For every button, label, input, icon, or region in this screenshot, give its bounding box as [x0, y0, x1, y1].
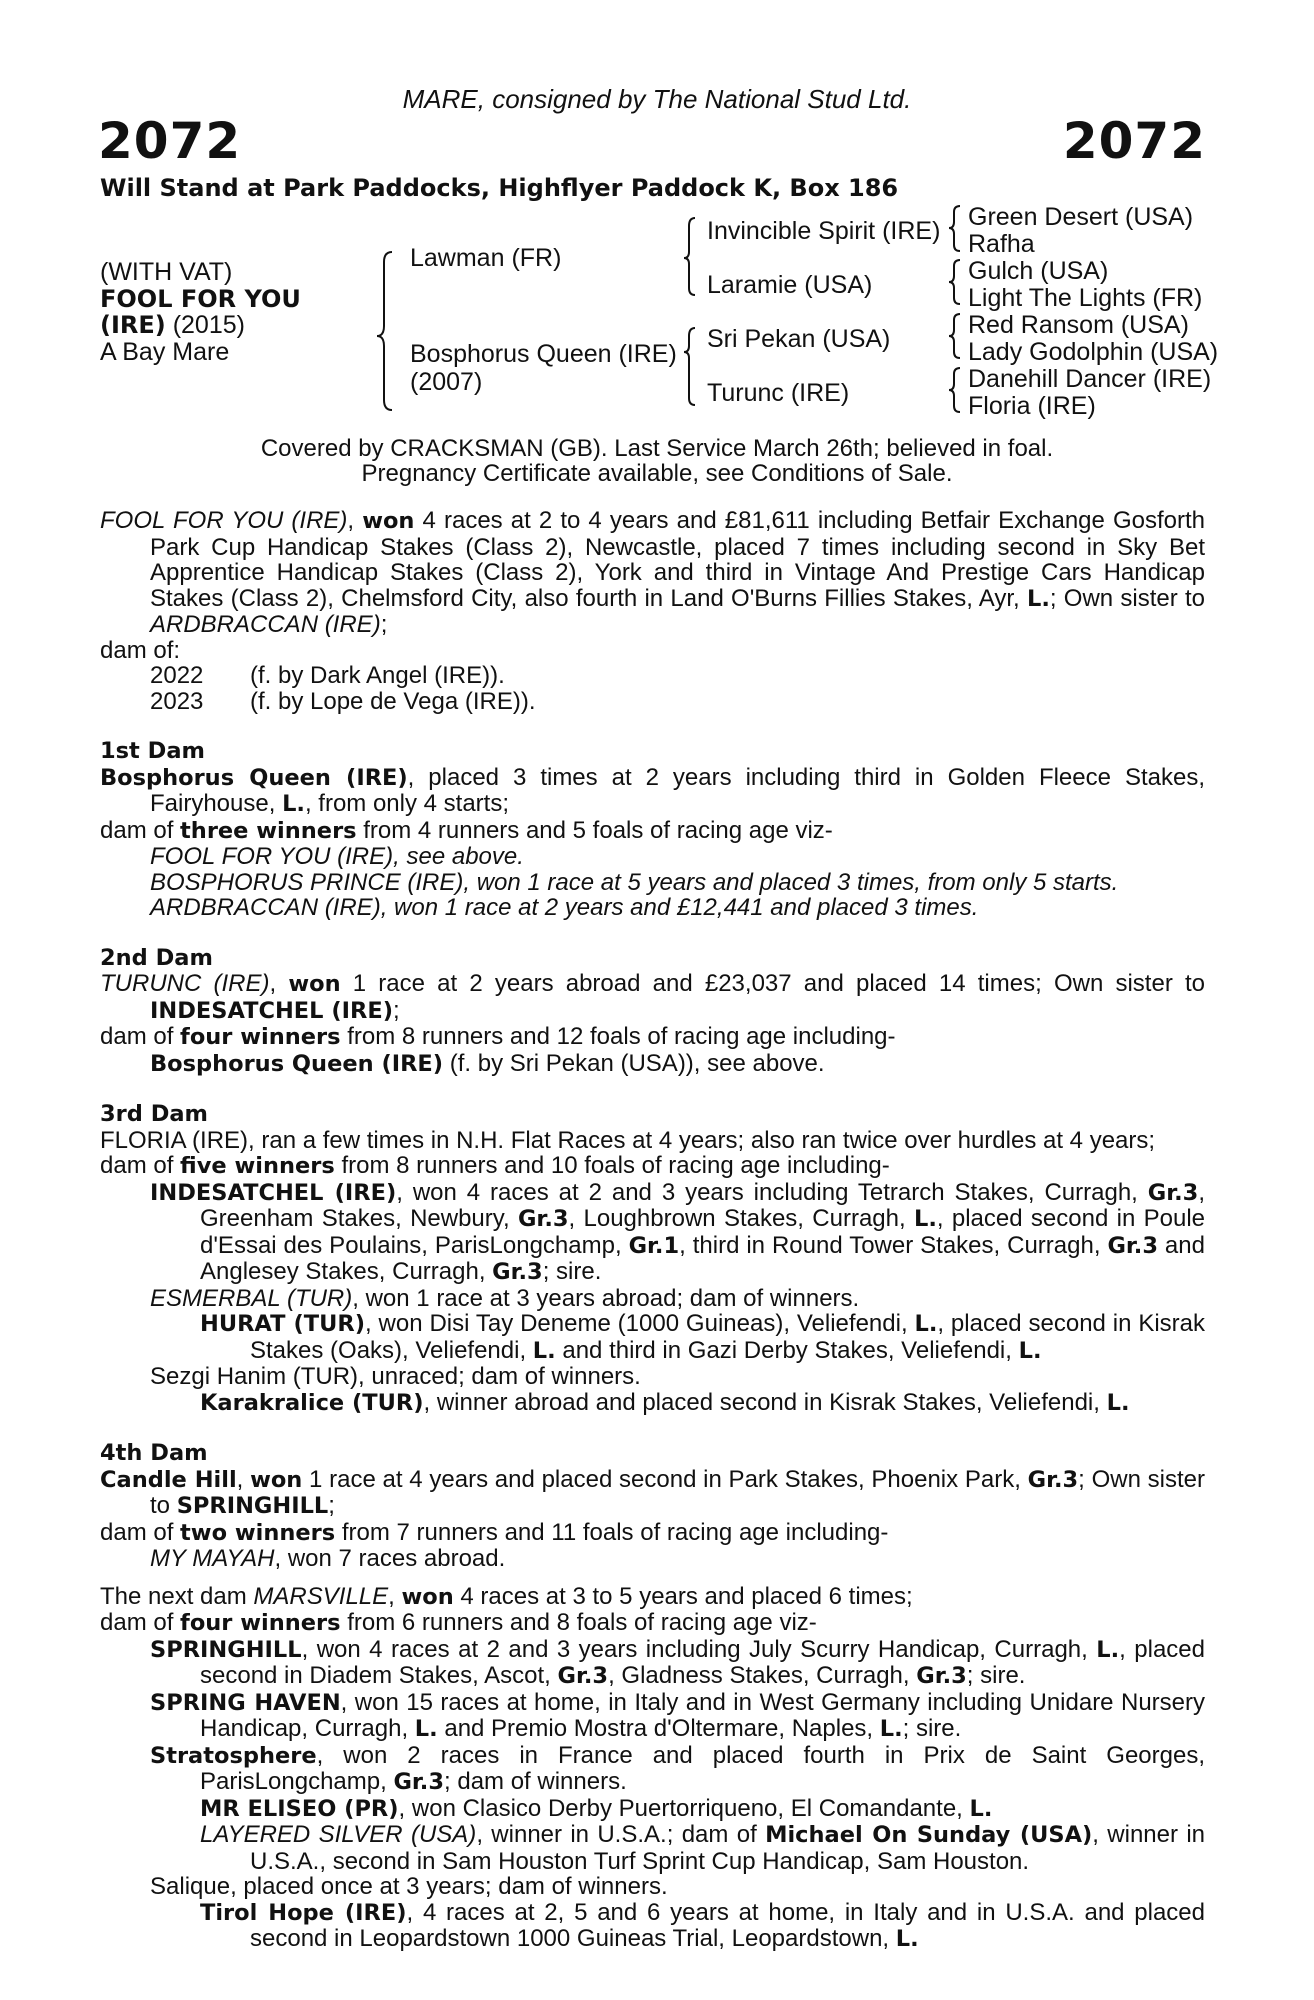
dam4-text-2: ; Own sister to — [150, 1465, 1205, 1519]
hurat-paragraph — [100, 1311, 1205, 1364]
spring-haven-paragraph — [100, 1690, 1205, 1743]
section-heading-4th-dam: 4th Dam — [100, 1440, 208, 1466]
sister-name: INDESATCHEL (IRE) — [150, 997, 393, 1024]
runner-text: , won 15 races at home, in Italy and in West Germany including Unidare Nursery Handicap, Curragh, — [200, 1688, 1205, 1742]
grade-label: Gr.3 — [1027, 1466, 1079, 1493]
runner-row — [100, 844, 1205, 870]
listed-label: L. — [879, 1716, 903, 1742]
dam4-paragraph: Candle Hill, won 1 race at 4 years and placed second in Park Stakes, Phoenix Park, Gr.3; Own sister to SPRINGHILL; — [100, 1465, 1205, 1519]
horse-origin: (IRE) — [100, 311, 166, 339]
grade-label: Gr.3 — [517, 1206, 569, 1232]
runner-name: Karakralice (TUR) — [200, 1389, 424, 1416]
sire-sire: Invincible Spirit (IRE) — [707, 217, 941, 245]
runner-name: FOOL FOR YOU (IRE) — [150, 843, 394, 870]
ss-sire: Green Desert (USA) — [968, 203, 1194, 231]
runner-text: and Premio Mostra d'Oltermare, Naples, — [437, 1715, 880, 1742]
listed-label: L. — [969, 1795, 993, 1822]
grade-label: Gr.3 — [1147, 1179, 1199, 1206]
runner-text: , won 1 race at 3 years abroad; dam of winners. — [352, 1284, 860, 1312]
damof-c: from 7 runners and 11 foals of racing age including- — [335, 1518, 889, 1546]
horse-name-italic: FOOL FOR YOU (IRE) — [100, 507, 348, 534]
runner-name: MY MAYAH — [150, 1545, 275, 1572]
won-label: won — [362, 508, 415, 534]
damof-b: five winners — [180, 1153, 335, 1179]
dam3-dam-of — [100, 1153, 1205, 1180]
damof-b: four winners — [180, 1024, 341, 1050]
sd-dam: Light The Lights (FR) — [968, 284, 1203, 312]
foal-text: (f. by Lope de Vega (IRE)). — [250, 687, 536, 715]
dam-of-label: dam of: — [100, 636, 181, 664]
foal-year: 2023 — [150, 687, 204, 715]
horse-name: FOOL FOR YOU — [100, 285, 301, 313]
horse-description: A Bay Mare — [100, 338, 230, 366]
lot-number-right: 2072 — [1062, 112, 1206, 170]
ss-brace — [949, 206, 960, 251]
runner-name: Stratosphere — [150, 1742, 317, 1769]
damof-b: three winners — [180, 817, 357, 844]
runner-text: , third in Round Tower Stakes, Curragh, — [679, 1231, 1108, 1259]
runner-text: , won 1 race at 2 years and £12,441 and placed 3 times. — [380, 894, 979, 921]
runner-text: , winner in U.S.A., second in Sam Houston Turf Sprint Cup Handicap, Sam Houston. — [250, 1821, 1206, 1875]
stand-location: Will Stand at Park Paddocks, Highflyer Paddock K, Box 186 — [100, 174, 899, 202]
dam-brace — [684, 328, 695, 405]
runner-name: LAYERED SILVER (USA) — [200, 1821, 477, 1848]
runner-text: , Greenham Stakes, Newbury, — [200, 1178, 1205, 1232]
dam1-dam-of — [100, 818, 1205, 845]
next-dam-of — [100, 1610, 1205, 1637]
runner-row: Salique, placed once at 3 years; dam of winners. — [150, 1873, 668, 1900]
runner-text: , won Disi Tay Deneme (1000 Guineas), Veliefendi, — [365, 1310, 915, 1337]
dam1-text: , placed 3 times at 2 years including third in Golden Fleece Stakes, Fairyhouse, — [150, 763, 1205, 817]
grade-label: Gr.3 — [557, 1663, 609, 1689]
runner-name: Bosphorus Queen (IRE) — [150, 1050, 444, 1077]
runner-text: , won 4 races at 2 and 3 years including July Scurry Handicap, Curragh, — [301, 1635, 1097, 1663]
foal-row — [100, 663, 1205, 689]
runner-text: ; sire. — [902, 1715, 962, 1742]
runner-row: Sezgi Hanim (TUR), unraced; dam of winners. — [150, 1363, 641, 1390]
runner-name: ESMERBAL (TUR) — [150, 1284, 353, 1312]
dam1-paragraph — [100, 765, 1205, 818]
lot-number-left: 2072 — [98, 112, 242, 170]
sire-dam: Laramie (USA) — [707, 271, 873, 299]
intro-text-2: ; Own sister to — [1049, 584, 1206, 612]
sire-name: Lawman (FR) — [410, 244, 562, 272]
dam4-text-3: ; — [328, 1492, 335, 1519]
ds-brace — [949, 314, 960, 358]
runner-text: , Loughbrown Stakes, Curragh, — [568, 1205, 914, 1232]
indesatchel-paragraph — [100, 1180, 1205, 1286]
runner-text: and Anglesey Stakes, Curragh, — [200, 1231, 1205, 1285]
catalogue-body — [100, 508, 1205, 1953]
runner-text: , won Clasico Derby Puertorriqueno, El Comandante, — [398, 1794, 970, 1822]
runner-row — [100, 1546, 1205, 1572]
dam1-name: Bosphorus Queen (IRE) — [100, 764, 408, 791]
runner-row — [100, 870, 1205, 896]
dam-sire: Sri Pekan (USA) — [707, 325, 891, 353]
section-heading-3rd-dam: 3rd Dam — [100, 1101, 208, 1127]
damof-b: two winners — [180, 1519, 336, 1546]
runner-text: , placed second in Poule d'Essai des Poulains, ParisLongchamp, — [200, 1205, 1206, 1259]
eliseo-paragraph — [100, 1796, 1205, 1823]
grade-label: Gr.1 — [628, 1232, 680, 1259]
dam-year: (2007) — [410, 368, 483, 396]
foal-text: (f. by Dark Angel (IRE)). — [250, 662, 505, 689]
dam2-text: 1 race at 2 years abroad and £23,037 and placed 14 times; Own sister to — [340, 970, 1205, 997]
listed-label: L. — [895, 1926, 919, 1952]
vat-label: (WITH VAT) — [100, 258, 233, 286]
dd-sire: Danehill Dancer (IRE) — [968, 365, 1212, 393]
intro-text: 4 races at 2 to 4 years and £81,611 including Betfair Exchange Gosforth Park Cup Handicap Stakes (Class 2), Newcastle, placed 7 times including second in Sky Bet Apprentice Handicap Stakes (Class 2), York and third in Vintage And Prestige Cars Handicap Stakes (Class 2), Chelmsford City, also fourth in Land O'Burns Fillies Stakes, Ayr, — [150, 507, 1206, 612]
listed-label: L. — [532, 1337, 556, 1364]
runner-name: INDESATCHEL (IRE) — [150, 1179, 397, 1206]
section-heading-2nd-dam: 2nd Dam — [100, 944, 213, 971]
grade-label: Gr.3 — [1107, 1232, 1158, 1259]
foal-row — [100, 689, 1205, 715]
damof-a: dam of — [100, 1609, 181, 1636]
runner-name: SPRING HAVEN — [150, 1689, 341, 1716]
listed-label: L. — [282, 791, 305, 817]
runner-name: MR ELISEO (PR) — [200, 1795, 399, 1822]
ds-sire: Red Ransom (USA) — [968, 311, 1189, 339]
listed-label: L. — [414, 1716, 438, 1742]
layered-paragraph — [100, 1822, 1205, 1874]
tirol-paragraph — [100, 1900, 1205, 1953]
pregnancy-line: Pregnancy Certificate available, see Conditions of Sale. — [361, 460, 953, 487]
sister-name: ARDBRACCAN (IRE) — [150, 611, 381, 638]
foal-year: 2022 — [150, 662, 204, 689]
runner-row — [100, 1390, 1205, 1417]
sd-brace — [949, 260, 960, 304]
listed-label: L. — [1096, 1636, 1120, 1663]
next-dam-text: The next dam — [100, 1582, 254, 1610]
damof-c: from 4 runners and 5 foals of racing age viz- — [356, 816, 833, 844]
ds-dam: Lady Godolphin (USA) — [968, 338, 1219, 366]
runner-name: Tirol Hope (IRE) — [200, 1899, 407, 1926]
dam3-line: FLORIA (IRE), ran a few times in N.H. Flat Races at 4 years; also ran twice over hurdles at 4 years; — [100, 1126, 1156, 1154]
runner-name: SPRINGHILL — [150, 1636, 302, 1663]
stratosphere-paragraph — [100, 1743, 1205, 1796]
runner-text: ; sire. — [966, 1662, 1026, 1689]
runner-text: , won 4 races at 2 and 3 years including Tetrarch Stakes, Curragh, — [396, 1178, 1148, 1206]
consignor-line: MARE, consigned by The National Stud Ltd. — [402, 84, 912, 114]
won-label: won — [401, 1583, 454, 1610]
springhill-paragraph — [100, 1637, 1205, 1690]
dam2-name: TURUNC (IRE) — [100, 970, 270, 997]
damof-b: four winners — [180, 1610, 341, 1636]
runner-row — [100, 1051, 1205, 1078]
main-brace — [377, 252, 392, 410]
covered-line: Covered by CRACKSMAN (GB). Last Service March 26th; believed in foal. — [260, 435, 1054, 462]
won-label: won — [250, 1466, 303, 1493]
runner-text: , placed second in Kisrak Stakes (Oaks), Veliefendi, — [250, 1310, 1205, 1364]
dam4-name: Candle Hill — [100, 1466, 237, 1493]
dam2-text-2: ; — [393, 996, 400, 1024]
dam-name: Bosphorus Queen (IRE) — [410, 340, 677, 368]
runner-name: Michael On Sunday (USA) — [765, 1822, 1093, 1848]
damof-c: from 8 runners and 12 foals of racing age including- — [340, 1023, 896, 1050]
dd-brace — [949, 368, 960, 412]
dd-dam: Floria (IRE) — [968, 392, 1096, 420]
horse-year: (2015) — [165, 311, 245, 339]
grade-label: Gr.3 — [492, 1259, 543, 1285]
dam4-dam-of — [100, 1520, 1205, 1547]
dam2-paragraph: TURUNC (IRE), won 1 race at 2 years abroad and £23,037 and placed 14 times; Own sister to INDESATCHEL (IRE); — [100, 970, 1205, 1024]
listed-label: L. — [914, 1311, 938, 1337]
runner-name: ARDBRACCAN (IRE) — [150, 894, 381, 921]
listed-label: L. — [1026, 585, 1050, 612]
grade-label: Gr.3 — [393, 1769, 445, 1795]
runner-text: , Gladness Stakes, Curragh, — [608, 1662, 917, 1689]
runner-text: , winner in U.S.A.; dam of — [476, 1821, 766, 1848]
grade-label: Gr.3 — [916, 1663, 967, 1689]
damof-a: dam of — [100, 1152, 181, 1179]
sd-sire: Gulch (USA) — [968, 257, 1109, 285]
intro-text-3: ; — [380, 611, 388, 638]
runner-text: , won 7 races abroad. — [274, 1545, 506, 1572]
damof-c: from 6 runners and 8 foals of racing age viz- — [340, 1609, 817, 1636]
runner-text: , won 1 race at 5 years and placed 3 times, from only 5 starts. — [463, 868, 1119, 896]
damof-c: from 8 runners and 10 foals of racing age including- — [334, 1152, 890, 1179]
runner-text: , placed second in Diadem Stakes, Ascot, — [200, 1635, 1205, 1689]
next-dam-text-2: 4 races at 3 to 5 years and placed 6 times; — [453, 1582, 913, 1610]
damof-a: dam of — [100, 1023, 181, 1050]
runner-text: , winner abroad and placed second in Kisrak Stakes, Veliefendi, — [423, 1388, 1107, 1416]
listed-label: L. — [1106, 1389, 1130, 1416]
runner-name: HURAT (TUR) — [200, 1311, 365, 1337]
sister-name: SPRINGHILL — [176, 1493, 329, 1519]
next-dam-line: The next dam MARSVILLE, won 4 races at 3 to 5 years and placed 6 times; — [100, 1582, 913, 1610]
dam4-text: 1 race at 4 years and placed second in Park Stakes, Phoenix Park, — [302, 1465, 1028, 1493]
intro-paragraph: FOOL FOR YOU (IRE), won 4 races at 2 to 4 years and £81,611 including Betfair Exchange Gosforth Park Cup Handicap Stakes (Class 2), Newcastle, placed 7 times including second in Sky Bet Apprentice Handicap Stakes (Class 2), York and third in Vintage And Prestige Cars Handicap Stakes (Class 2), Chelmsford City, also fourth in Land O'Burns Fillies Stakes, Ayr, L.; Own sister to ARDBRACCAN (IRE); — [100, 507, 1206, 638]
dam-dam: Turunc (IRE) — [707, 379, 850, 407]
runner-text: , won 2 races in France and placed fourth in Prix de Saint Georges, ParisLongchamp, — [200, 1741, 1205, 1795]
listed-label: L. — [1018, 1337, 1042, 1364]
runner-text: (f. by Sri Pekan (USA)), see above. — [443, 1049, 825, 1077]
runner-name: BOSPHORUS PRINCE (IRE) — [150, 868, 464, 896]
won-label: won — [288, 971, 341, 997]
sire-brace — [684, 218, 695, 295]
next-dam-name: MARSVILLE — [253, 1582, 389, 1610]
runner-text: , see above. — [393, 843, 524, 870]
runner-text: , 4 races at 2, 5 and 6 years at home, in Italy and in U.S.A. and placed second in Leopardstown 1000 Guineas Trial, Leopardstown, — [250, 1898, 1206, 1952]
dam2-dam-of — [100, 1024, 1205, 1051]
ss-dam: Rafha — [968, 230, 1035, 258]
runner-row — [100, 1286, 1205, 1312]
damof-a: dam of — [100, 816, 181, 844]
runner-row — [100, 895, 1205, 921]
runner-text: ; sire. — [542, 1258, 602, 1285]
runner-text: and third in Gazi Derby Stakes, Veliefendi, — [555, 1336, 1019, 1364]
section-heading-1st-dam: 1st Dam — [100, 738, 205, 764]
damof-a: dam of — [100, 1518, 181, 1546]
listed-label: L. — [914, 1206, 937, 1232]
dam1-text-2: , from only 4 starts; — [304, 790, 510, 817]
runner-text: ; dam of winners. — [444, 1768, 627, 1795]
